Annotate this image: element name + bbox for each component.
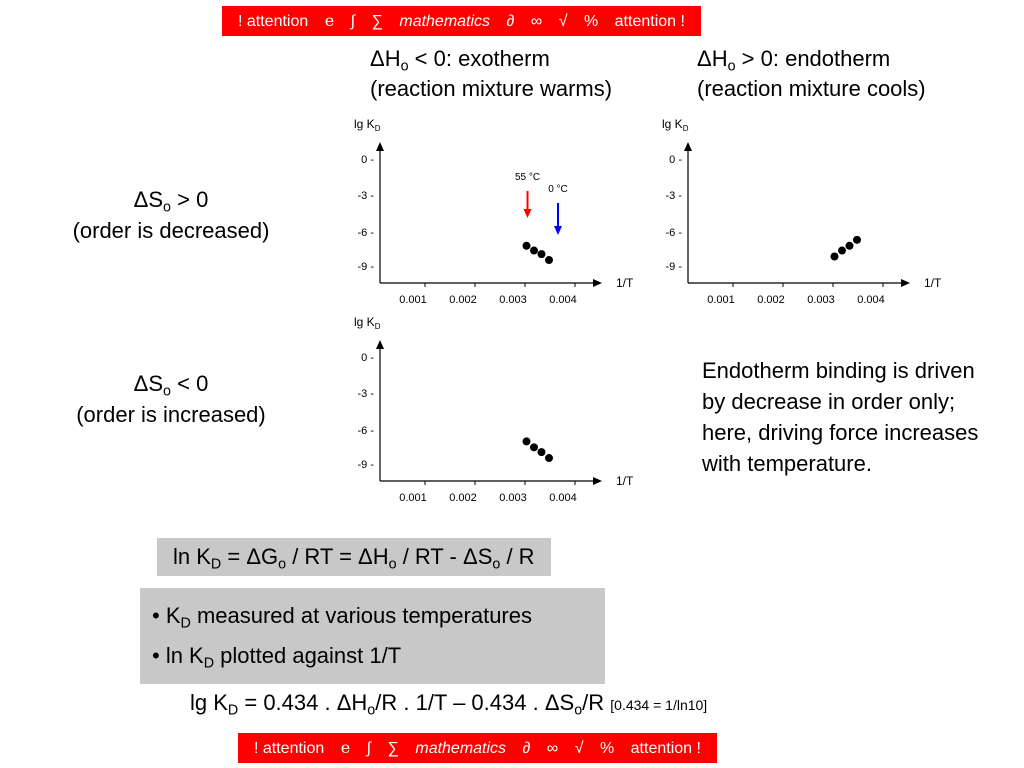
arrow-label-55c: 55 °C [514, 172, 541, 183]
y-tick-label: 0 - [361, 352, 374, 364]
eq1-a: ln K [173, 544, 211, 569]
endotherm-note: Endotherm binding is driven by decrease in order only; here, driving force increases with temperature. [702, 358, 979, 476]
y-axis-label: $\lg K_D$ [354, 117, 381, 133]
banner2-symbol-integral: ∫ [366, 740, 372, 757]
banner2-symbol-infinity: ∞ [546, 740, 559, 757]
x-axis-arrowhead [593, 477, 602, 485]
data-point [523, 242, 531, 250]
banner-lead: ! attention [238, 13, 309, 30]
banner2-symbol-e: e [340, 738, 351, 757]
banner-symbol-sum: ∑ [371, 13, 383, 30]
x-tick-label: 0.002 [757, 294, 785, 306]
row-pos-line2: (order is decreased) [72, 218, 270, 243]
bullet-2-sub: D [203, 655, 215, 672]
header-exo-sub: o [400, 58, 409, 75]
banner-word: mathematics [399, 13, 491, 30]
plot-exotherm-negative-entropy [340, 308, 645, 513]
row-label-positive-entropy [40, 184, 302, 246]
arrow-label-0c: 0 °C [548, 184, 568, 195]
row-neg-pre: ΔS [133, 371, 164, 396]
row-pos-pre: ΔS [133, 187, 164, 212]
banner2-symbol-percent: % [599, 740, 615, 757]
data-point [538, 448, 546, 456]
y-tick-label: -6 - [665, 227, 682, 239]
y-tick-label: -3 - [665, 190, 682, 202]
y-tick-label: 0 - [669, 154, 682, 166]
data-point [530, 443, 538, 451]
plot-svg [340, 110, 645, 310]
eq1-b-sub: o [278, 556, 287, 573]
eq1-a-sub: D [210, 556, 222, 573]
y-tick-label: -9 - [665, 261, 682, 273]
eq2-b: = 0.434 . ΔH [238, 690, 368, 715]
banner2-word: mathematics [415, 740, 507, 757]
y-axis-arrowhead [376, 142, 384, 151]
y-axis-label-sub: D [374, 322, 381, 331]
data-point [530, 247, 538, 255]
banner2-tail: attention ! [630, 740, 701, 757]
y-axis-label: $\lg K_D$ [662, 117, 689, 133]
x-tick-label: 0.003 [499, 492, 527, 504]
bullet-1-post: measured at various temperatures [190, 603, 532, 628]
banner-symbol-partial: ∂ [506, 13, 515, 30]
data-point [538, 250, 546, 258]
bullet-1-sub: D [180, 615, 191, 632]
bullet-2-post: plotted against 1/T [214, 643, 402, 668]
y-axis-arrowhead [684, 142, 692, 151]
eq1-d: / RT - ΔS [396, 544, 493, 569]
arrow-55c-head [524, 209, 532, 218]
equation-lgk [190, 690, 708, 719]
bullet-1 [152, 596, 593, 636]
arrow-0c-head [554, 226, 562, 235]
header-exo-pre: ΔH [370, 46, 401, 71]
banner-symbol-integral: ∫ [350, 13, 356, 30]
header-exotherm [370, 44, 612, 104]
x-tick-label: 0.001 [399, 492, 427, 504]
plot-svg [648, 110, 953, 310]
top-attention-banner [222, 6, 701, 36]
equation-box-lnk [157, 538, 551, 576]
data-point [853, 236, 861, 244]
banner-symbol-e: e [324, 11, 335, 30]
eq1-d-sub: o [492, 556, 501, 573]
x-axis-label: 1/T [616, 276, 634, 290]
banner-tail: attention ! [614, 13, 685, 30]
banner2-symbol-sqrt: √ [574, 740, 584, 757]
y-axis-arrowhead [376, 340, 384, 349]
eq2-c-sub: o [574, 702, 583, 719]
y-axis-label: $\lg K_D$ [354, 315, 381, 331]
x-axis-arrowhead [901, 279, 910, 287]
banner-symbol-infinity: ∞ [530, 13, 543, 30]
y-tick-label: -9 - [357, 261, 374, 273]
x-tick-label: 0.001 [707, 294, 735, 306]
x-tick-label: 0.002 [449, 294, 477, 306]
plot-svg [340, 308, 645, 508]
row-neg-sub: o [163, 383, 171, 400]
y-tick-label: -6 - [357, 425, 374, 437]
bullet-1-pre: • K [152, 603, 181, 628]
y-axis-label-sub: D [374, 124, 381, 133]
x-axis-label: 1/T [616, 474, 634, 488]
eq2-b-sub: o [367, 702, 376, 719]
header-endo-post: > 0: endotherm [735, 46, 891, 71]
header-exo-post: < 0: exotherm [408, 46, 550, 71]
row-pos-post: > 0 [171, 187, 209, 212]
data-point [545, 256, 553, 264]
eq1-c-sub: o [388, 556, 397, 573]
x-tick-label: 0.004 [549, 294, 577, 306]
eq1-e: / R [500, 544, 535, 569]
y-tick-label: -6 - [357, 227, 374, 239]
eq2-a-sub: D [227, 702, 239, 719]
x-tick-label: 0.004 [857, 294, 885, 306]
banner2-symbol-partial: ∂ [522, 740, 531, 757]
row-neg-line2: (order is increased) [76, 402, 266, 427]
data-point [523, 437, 531, 445]
bullets-box [140, 588, 605, 684]
header-endo-line2: (reaction mixture cools) [697, 76, 926, 101]
header-exo-line2: (reaction mixture warms) [370, 76, 613, 101]
x-tick-label: 0.001 [399, 294, 427, 306]
banner-symbol-percent: % [583, 13, 599, 30]
y-tick-label: 0 - [361, 154, 374, 166]
data-point [838, 247, 846, 255]
bottom-attention-banner [238, 733, 717, 763]
eq2-d: /R [582, 690, 605, 715]
data-point [846, 242, 854, 250]
x-tick-label: 0.003 [807, 294, 835, 306]
x-tick-label: 0.003 [499, 294, 527, 306]
banner-symbol-sqrt: √ [558, 13, 568, 30]
y-tick-label: -3 - [357, 190, 374, 202]
row-pos-sub: o [163, 199, 171, 216]
row-label-negative-entropy [40, 368, 302, 430]
plot-exotherm-positive-entropy [340, 110, 645, 315]
bullet-2 [152, 636, 593, 676]
x-axis-arrowhead [593, 279, 602, 287]
header-endo-pre: ΔH [697, 46, 728, 71]
y-tick-label: -9 - [357, 459, 374, 471]
plot-endotherm-positive-entropy [648, 110, 953, 315]
x-tick-label: 0.002 [449, 492, 477, 504]
bullet-2-pre: • ln K [152, 643, 204, 668]
banner2-lead: ! attention [254, 740, 325, 757]
header-endotherm [697, 44, 926, 104]
eq1-b: = ΔG [221, 544, 279, 569]
row-neg-post: < 0 [171, 371, 209, 396]
y-tick-label: -3 - [357, 388, 374, 400]
x-tick-label: 0.004 [549, 492, 577, 504]
eq1-c: / RT = ΔH [286, 544, 389, 569]
banner2-symbol-sum: ∑ [387, 740, 399, 757]
x-axis-label: 1/T [924, 276, 942, 290]
eq2-a: lg K [190, 690, 228, 715]
header-endo-sub: o [727, 58, 736, 75]
eq2-c: /R . 1/T – 0.434 . ΔS [375, 690, 575, 715]
eq2-note: [0.434 = 1/ln10] [610, 697, 708, 713]
data-point [545, 454, 553, 462]
y-axis-label-sub: D [682, 124, 689, 133]
data-point [831, 252, 839, 260]
